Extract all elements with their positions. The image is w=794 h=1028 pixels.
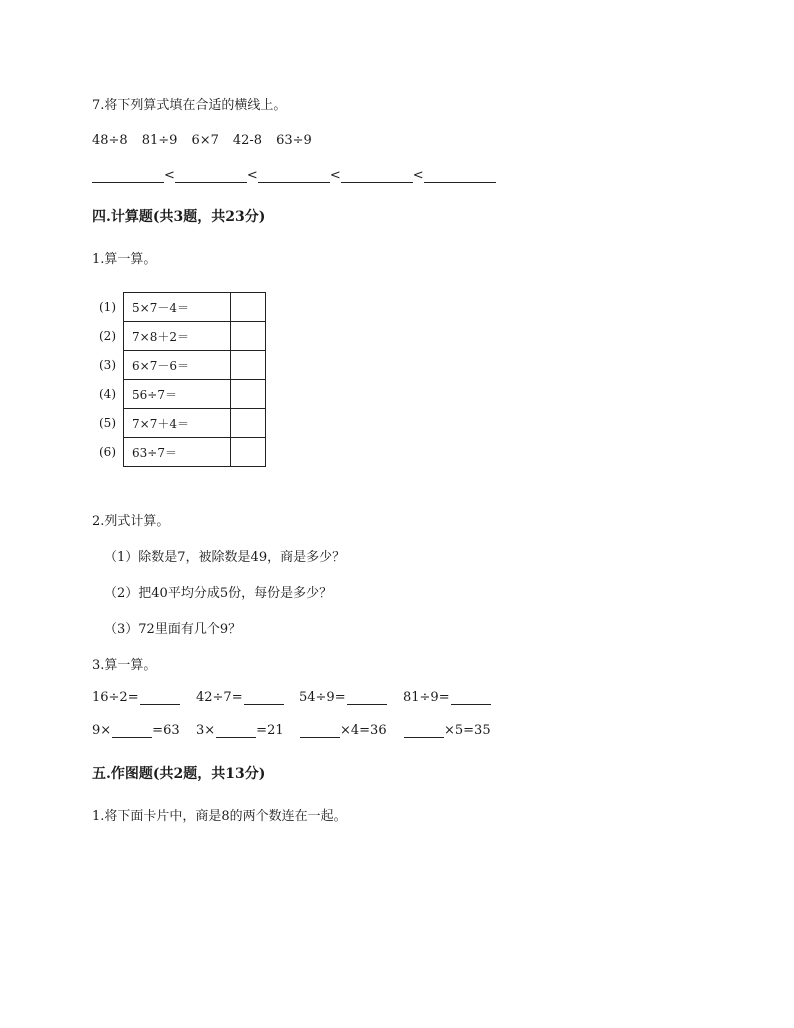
answer-blank[interactable] [140, 690, 180, 705]
row-number: (3) [99, 358, 116, 372]
answer-blank[interactable] [451, 690, 491, 705]
fill-item [92, 690, 180, 705]
fill-suffix: =21 [256, 723, 284, 738]
fill-item [92, 723, 180, 738]
row-expression: 56÷7＝ [124, 380, 231, 409]
row-number: (5) [99, 416, 116, 430]
row-expression: 63÷7＝ [124, 438, 231, 467]
fill-suffix: =63 [152, 723, 180, 738]
fill-prefix: 16÷2= [92, 690, 139, 705]
fill-prefix: 9× [92, 723, 112, 738]
q7-expression: 81÷9 [141, 133, 178, 148]
answer-blank[interactable] [92, 168, 164, 183]
row-number: (6) [99, 445, 116, 459]
table-row [96, 293, 266, 322]
q7-expression: 63÷9 [276, 133, 312, 148]
row-expression: 7×7＋4＝ [124, 409, 231, 438]
answer-cell[interactable] [231, 351, 266, 380]
fill-prefix: 42÷7= [196, 690, 243, 705]
answer-blank[interactable] [300, 723, 340, 738]
s5-q1-title: 1.将下面卡片中，商是8的两个数连在一起。 [92, 809, 347, 824]
q7-expressions [92, 133, 312, 148]
section-4-heading: 四.计算题(共3题，共23分) [92, 209, 266, 225]
answer-blank[interactable] [424, 168, 496, 183]
answer-blank[interactable] [244, 690, 284, 705]
less-than-sign: < [246, 168, 258, 183]
q7-expression: 48÷8 [92, 133, 128, 148]
less-than-sign: < [164, 168, 175, 183]
s4-q3-title: 3.算一算。 [92, 658, 157, 673]
answer-blank[interactable] [341, 168, 413, 183]
fill-item [196, 690, 284, 705]
q7-title: 7.将下列算式填在合适的横线上。 [92, 98, 287, 113]
less-than-sign: < [412, 168, 424, 183]
answer-blank[interactable] [112, 723, 152, 738]
answer-blank[interactable] [404, 723, 444, 738]
row-expression: 6×7－6＝ [124, 351, 231, 380]
q7-answer-line [92, 168, 496, 183]
fill-item [299, 690, 387, 705]
fill-suffix: ×4=36 [340, 723, 387, 738]
answer-blank[interactable] [258, 168, 330, 183]
row-number: (4) [99, 387, 116, 401]
less-than-sign: < [329, 168, 341, 183]
answer-blank[interactable] [347, 690, 387, 705]
q7-expression: 6×7 [191, 133, 219, 148]
section-5-heading: 五.作图题(共2题，共13分) [92, 766, 266, 782]
table-row [96, 322, 266, 351]
s4-q2-item: （3）72里面有几个9？ [104, 622, 242, 637]
answer-blank[interactable] [175, 168, 247, 183]
table-row [96, 409, 266, 438]
row-number: (1) [99, 300, 116, 314]
fill-prefix: 3× [196, 723, 216, 738]
fill-item [403, 723, 491, 738]
s4-q1-title: 1.算一算。 [92, 252, 157, 267]
row-expression: 7×8＋2＝ [124, 322, 231, 351]
answer-cell[interactable] [231, 322, 266, 351]
calc-table [96, 292, 266, 467]
answer-cell[interactable] [231, 380, 266, 409]
s4-q2-item: （2）把40平均分成5份，每份是多少？ [104, 586, 333, 601]
table-row [96, 438, 266, 467]
fill-suffix: ×5=35 [444, 723, 491, 738]
fill-item [299, 723, 387, 738]
answer-cell[interactable] [231, 438, 266, 467]
fill-prefix: 54÷9= [299, 690, 346, 705]
s4-q2-title: 2.列式计算。 [92, 514, 170, 529]
answer-cell[interactable] [231, 409, 266, 438]
answer-blank[interactable] [216, 723, 256, 738]
fill-prefix: 81÷9= [403, 690, 450, 705]
fill-item [403, 690, 491, 705]
s4-q2-item: （1）除数是7，被除数是49，商是多少？ [104, 550, 346, 565]
table-row [96, 351, 266, 380]
answer-cell[interactable] [231, 293, 266, 322]
fill-item [196, 723, 284, 738]
q7-expression: 42-8 [232, 133, 263, 148]
row-number: (2) [99, 329, 116, 343]
table-row [96, 380, 266, 409]
row-expression: 5×7－4＝ [124, 293, 231, 322]
